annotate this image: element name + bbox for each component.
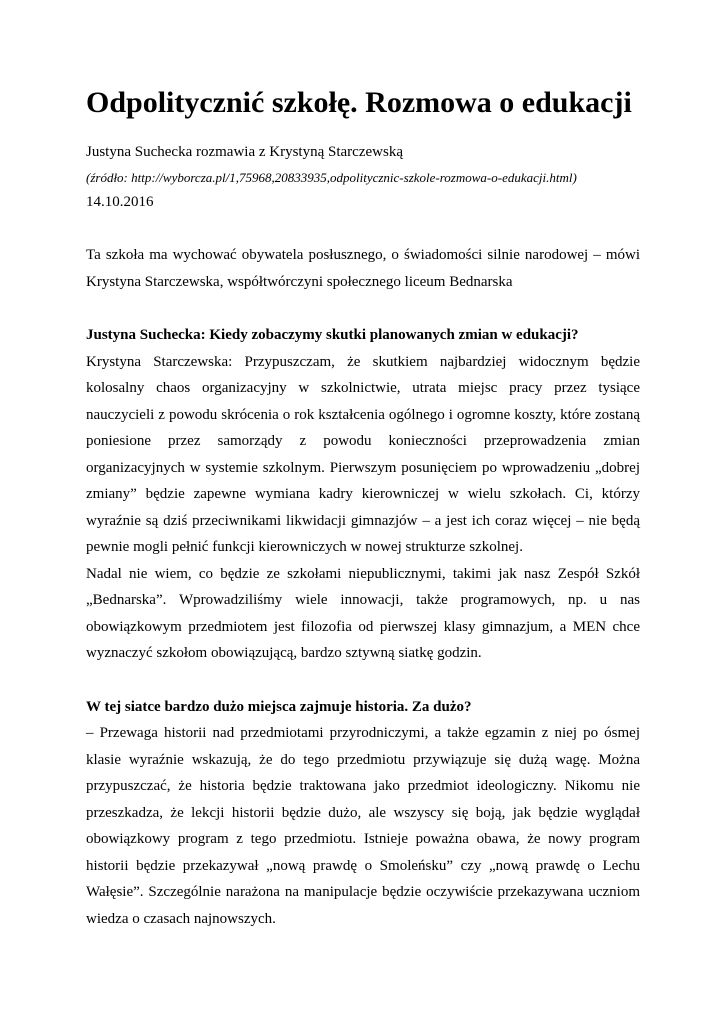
document-page (86, 84, 640, 932)
article-date: 14.10.2016 (86, 194, 154, 210)
article-byline: Justyna Suchecka rozmawia z Krystyną Starczewską (86, 144, 403, 160)
article-source: (źródło: http://wyborcza.pl/1,75968,20833935,odpolitycznic-szkole-rozmowa-o-edukacji.html) (86, 170, 577, 185)
answer-2-paragraph-1: – Przewaga historii nad przedmiotami przyrodniczymi, a także egzamin z niej po ósmej klasie wyraźnie wskazują, że do tego przedmiotu przywiązuje się dużą wagę. Można przypuszczać, że historia będzie traktowana jako przedmiot ideologiczny. Nikomu nie przeszkadza, że lekcji historii będzie dużo, ale wszyscy się boją, jak będzie wyglądał obowiązkowy program z tego przedmiotu. Istnieje poważna obawa, że nowy program historii będzie przekazywał „nową prawdę o Smoleńsku” czy „nową prawdę o Lechu Wałęsie”. Szczególnie narażona na manipulacje będzie oczywiście przekazywana uczniom wiedza o czasach najnowszych. (86, 725, 640, 927)
answer-1-paragraph-2: Nadal nie wiem, co będzie ze szkołami niepublicznymi, takimi jak nasz Zespół Szkół „Bednarska”. Wprowadziliśmy wiele innowacji, także programowych, np. u nas obowiązkowym przedmiotem jest filozofia od pierwszej klasy gimnazjum, a MEN chce wyznaczyć szkołom obowiązującą, bardzo sztywną siatkę godzin. (86, 565, 640, 661)
answer-1-paragraph-1: Krystyna Starczewska: Przypuszczam, że skutkiem najbardziej widocznym będzie kolosalny chaos organizacyjny w szkolnictwie, utrata miejsc pracy przez tysiące nauczycieli z powodu skrócenia o rok kształcenia ogólnego i ogromne koszty, które zostaną poniesione przez samorządy z powodu konieczności przeprowadzenia zmian organizacyjnych w systemie szkolnym. Pierwszym posunięciem po wprowadzeniu „dobrej zmiany” będzie zapewne wymiana kadry kierowniczej w wielu szkołach. Ci, którzy wyraźnie są dziś przeciwnikami likwidacji gimnazjów – a jest ich coraz więcej – nie będą pewnie mogli pełnić funkcji kierowniczych w nowej strukturze szkolnej. (86, 353, 640, 555)
article-title: Odpolitycznić szkołę. Rozmowa o edukacji (86, 86, 632, 119)
question-2: W tej siatce bardzo dużo miejsca zajmuje historia. Za dużo? (86, 698, 472, 715)
article-lead: Ta szkoła ma wychować obywatela posłusznego, o świadomości silnie narodowej – mówi Krystyna Starczewska, współtwórczyni społecznego liceum Bednarska (86, 247, 640, 290)
question-1: Justyna Suchecka: Kiedy zobaczymy skutki planowanych zmian w edukacji? (86, 327, 579, 343)
